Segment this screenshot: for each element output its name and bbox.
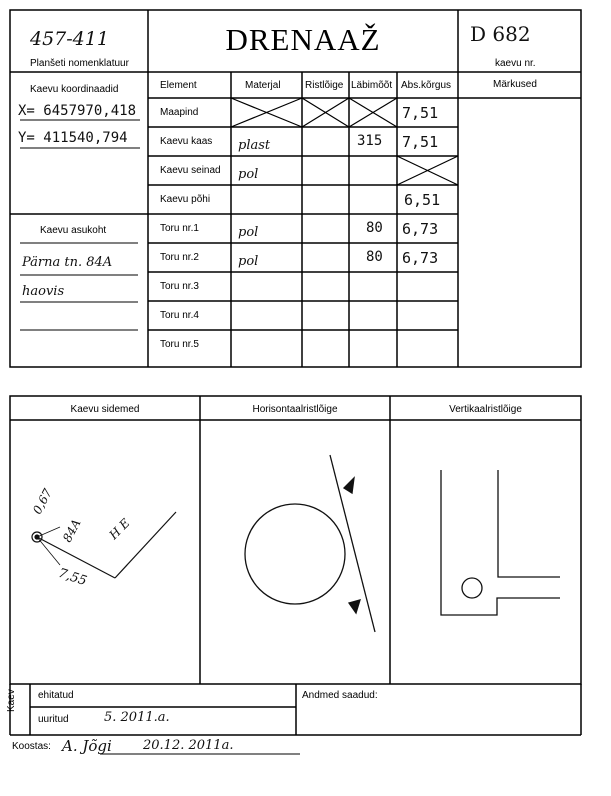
compiled-name: A. Jõgi: [62, 737, 112, 755]
row-abs-height: 7,51: [402, 133, 439, 151]
row-element: Toru nr.2: [160, 252, 199, 263]
compiled-date: 20.12. 2011a.: [143, 738, 234, 753]
row-material: pol: [238, 254, 259, 269]
built-label: ehitatud: [38, 690, 74, 701]
ties-label: Kaevu sidemed: [70, 404, 140, 415]
row-material: plast: [238, 138, 271, 153]
well-number-label: kaevu nr.: [495, 58, 536, 69]
row-abs-height: 6,73: [402, 220, 439, 238]
row-material: pol: [238, 167, 259, 182]
row-diameter: 80: [366, 249, 383, 265]
horizontal-section-label: Horisontaalristlõige: [252, 404, 338, 415]
well-number: D 682: [470, 22, 531, 46]
col-header-cross-section: Ristlõige: [305, 80, 344, 91]
row-element: Toru nr.1: [160, 223, 199, 234]
sheet-label: Planšeti nomenklatuur: [30, 58, 129, 69]
col-header-element: Element: [160, 80, 197, 91]
surveyed-label: uuritud: [38, 714, 69, 725]
page-title: DRENAAŽ: [225, 22, 381, 57]
vertical-section-label: Vertikaalristlõige: [449, 404, 522, 415]
ties-sketch: [32, 512, 176, 578]
col-header-remarks: Märkused: [493, 79, 537, 90]
coordinates-label: Kaevu koordinaadid: [30, 84, 119, 95]
row-element: Toru nr.5: [160, 339, 199, 350]
coordinate-x: X= 6457970,418: [18, 103, 137, 119]
location-label: Kaevu asukoht: [40, 225, 107, 236]
row-element: Kaevu kaas: [160, 136, 213, 147]
tie-value-3: 7,55: [56, 565, 89, 590]
location-line-2: haovis: [22, 284, 65, 299]
row-element: Kaevu seinad: [160, 165, 221, 176]
sheet-number: 457-411: [30, 28, 109, 50]
data-received-label: Andmed saadud:: [302, 690, 378, 701]
vertical-sketch: [441, 470, 560, 615]
row-element: Toru nr.3: [160, 281, 199, 292]
col-header-diameter: Läbimõõt: [351, 80, 393, 91]
tie-value-1: 0,67: [30, 486, 55, 517]
row-abs-height: 7,51: [402, 104, 439, 122]
location-line-1: Pärna tn. 84A: [22, 255, 113, 270]
tie-value-4: H E: [106, 515, 133, 543]
row-element: Toru nr.4: [160, 310, 199, 321]
row-element: Kaevu põhi: [160, 194, 211, 205]
coordinate-y: Y= 411540,794: [18, 130, 128, 146]
row-diameter: 80: [366, 220, 383, 236]
surveyed-value: 5. 2011.a.: [104, 710, 170, 725]
col-header-material: Materjal: [245, 80, 281, 91]
tie-value-2: 84A: [60, 516, 84, 545]
row-abs-height: 6,73: [402, 249, 439, 267]
row-material: pol: [238, 225, 259, 240]
row-abs-height: 6,51: [404, 191, 441, 209]
well-side-label: Kaev: [6, 689, 17, 712]
col-header-abs-height: Abs.kõrgus: [401, 80, 452, 91]
compiled-label: Koostas:: [12, 741, 51, 752]
row-element: Maapind: [160, 107, 199, 118]
row-diameter: 315: [357, 133, 383, 149]
horizontal-sketch: [245, 455, 375, 632]
